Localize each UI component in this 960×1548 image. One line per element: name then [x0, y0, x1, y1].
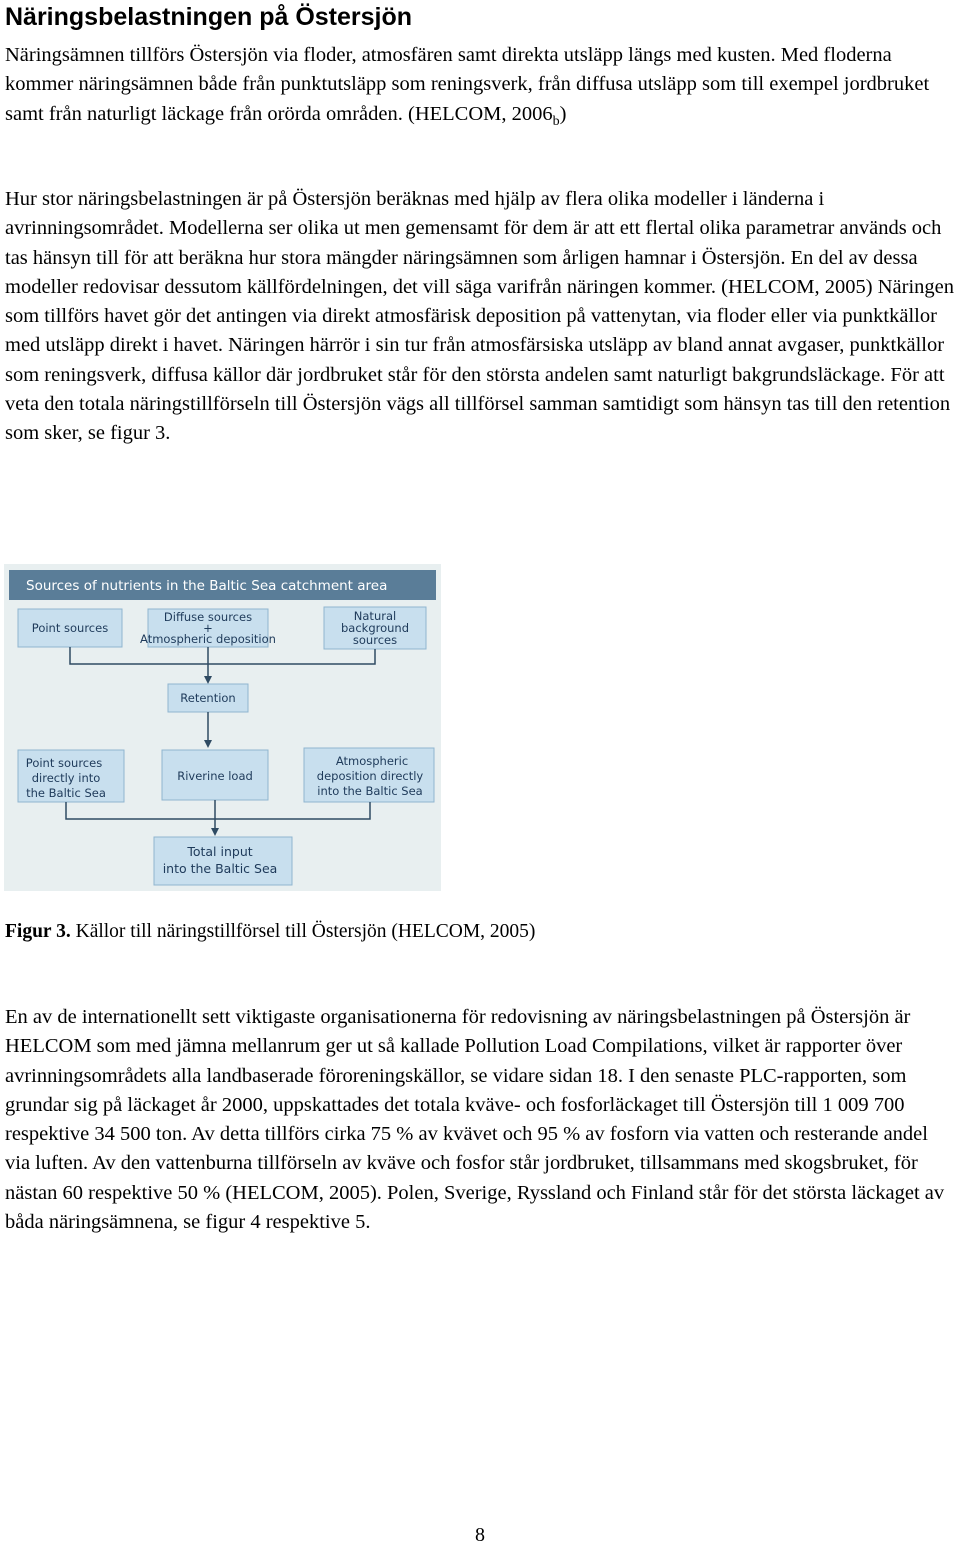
riverine-label: Riverine load	[177, 769, 253, 783]
figure-caption	[5, 918, 535, 946]
direct-label-3: the Baltic Sea	[26, 786, 106, 800]
caption-label: Figur 3.	[5, 921, 71, 942]
diffuse-label-3: Atmospheric deposition	[140, 632, 276, 646]
diffuse-label-2: +	[203, 621, 213, 635]
helcom-paragraph: En av de internationellt sett viktigaste organisationerna för redovisning av näringsbelastningen på Östersjön är HELCOM som med jämna mellanrum ger ut så kallade Pollution Load Compilations, vilket är rapporter över avrinningsområdets alla landbaserade föroreningskällor, se vidare sidan 18. I den senaste PLC-rapporten, som grundar sig på läckaget år 2000, uppskattades det totala kväve- och fosforläckaget till Östersjön till 1 009 700 respektive 34 500 ton. Av detta tillförs cirka 75 % av kvävet och 95 % av fosforn via vatten och resterande andel via luften. Av den vattenburna tillförseln av kväve och fosfor står jordbruket, tillsammans med skogsbruket, för nästan 60 respektive 50 % (HELCOM, 2005). Polen, Sverige, Ryssland och Finland står för det största läckaget av båda näringsämnena, se figur 4 respektive 5.	[5, 1006, 945, 1234]
direct-label-1: Point sources	[25, 756, 103, 770]
intro-paragraph	[5, 41, 957, 136]
total-connectors	[66, 800, 370, 834]
intro-subscript: b	[552, 113, 560, 129]
figure-title: Sources of nutrients in the Baltic Sea catchment area	[26, 578, 388, 594]
page-heading: Näringsbelastningen på Östersjön	[5, 3, 413, 31]
retention-label: Retention	[180, 691, 236, 705]
natural-label-3: sources	[352, 633, 398, 647]
nutrient-sources-figure	[4, 564, 441, 891]
intro-tail: )	[559, 102, 567, 125]
total-label-1: Total input	[187, 844, 253, 859]
atmo-label-1: Atmospheric	[335, 754, 409, 768]
point-sources-label: Point sources	[31, 621, 109, 635]
retention-connectors	[70, 647, 375, 682]
caption-text: Källor till näringstillförsel till Östersjön (HELCOM, 2005)	[70, 921, 536, 942]
natural-label-1: Natural	[353, 609, 397, 623]
atmo-label-2: deposition directly	[316, 769, 424, 783]
diffuse-label-1: Diffuse sources	[163, 610, 253, 624]
direct-label-2: directly into	[31, 771, 101, 785]
models-paragraph: Hur stor näringsbelastningen är på Östersjön beräknas med hjälp av flera olika modeller i länderna i avrinningsområdet. Modellerna ser olika ut men gemensamt för dem är att ett flertal olika parametrar används och tas hänsyn till för att beräkna hur stora mängder näringsämnen som årligen hamnar i Östersjön. En del av dessa modeller redovisar dessutom källfördelningen, det vill säga varifrån näringen kommer. (HELCOM, 2005) Näringen som tillförs havet gör det antingen via direkt atmosfärisk deposition på vattenytan, via floder eller via punktkällor med utsläpp direkt i havet. Näringen härrör i sin tur från atmosfärsiska utsläpp av bland annat avgaser, punktkällor som reningsverk, diffusa källor där jordbruket står för den största andelen samt naturligt bakgrundsläckage. För att veta den totala näringstillförseln till Östersjön vägs all tillförsel samman samtidigt som hänsyn tas till den retention som sker, se figur 3.	[5, 188, 955, 445]
total-label-2: into the Baltic Sea	[162, 861, 278, 876]
page-number: 8	[475, 1524, 485, 1546]
natural-label-2: background	[340, 621, 410, 635]
flow-diagram	[4, 564, 441, 891]
intro-text: Näringsämnen tillförs Östersjön via floder, atmosfären samt direkta utsläpp längs med kusten. Med floderna kommer näringsämnen både från punktutsläpp som reningsverk, från diffusa utsläpp som till exempel jordbruket samt från naturligt läckage från orörda områden. (HELCOM, 2006	[5, 44, 930, 125]
atmo-label-3: into the Baltic Sea	[317, 784, 423, 798]
